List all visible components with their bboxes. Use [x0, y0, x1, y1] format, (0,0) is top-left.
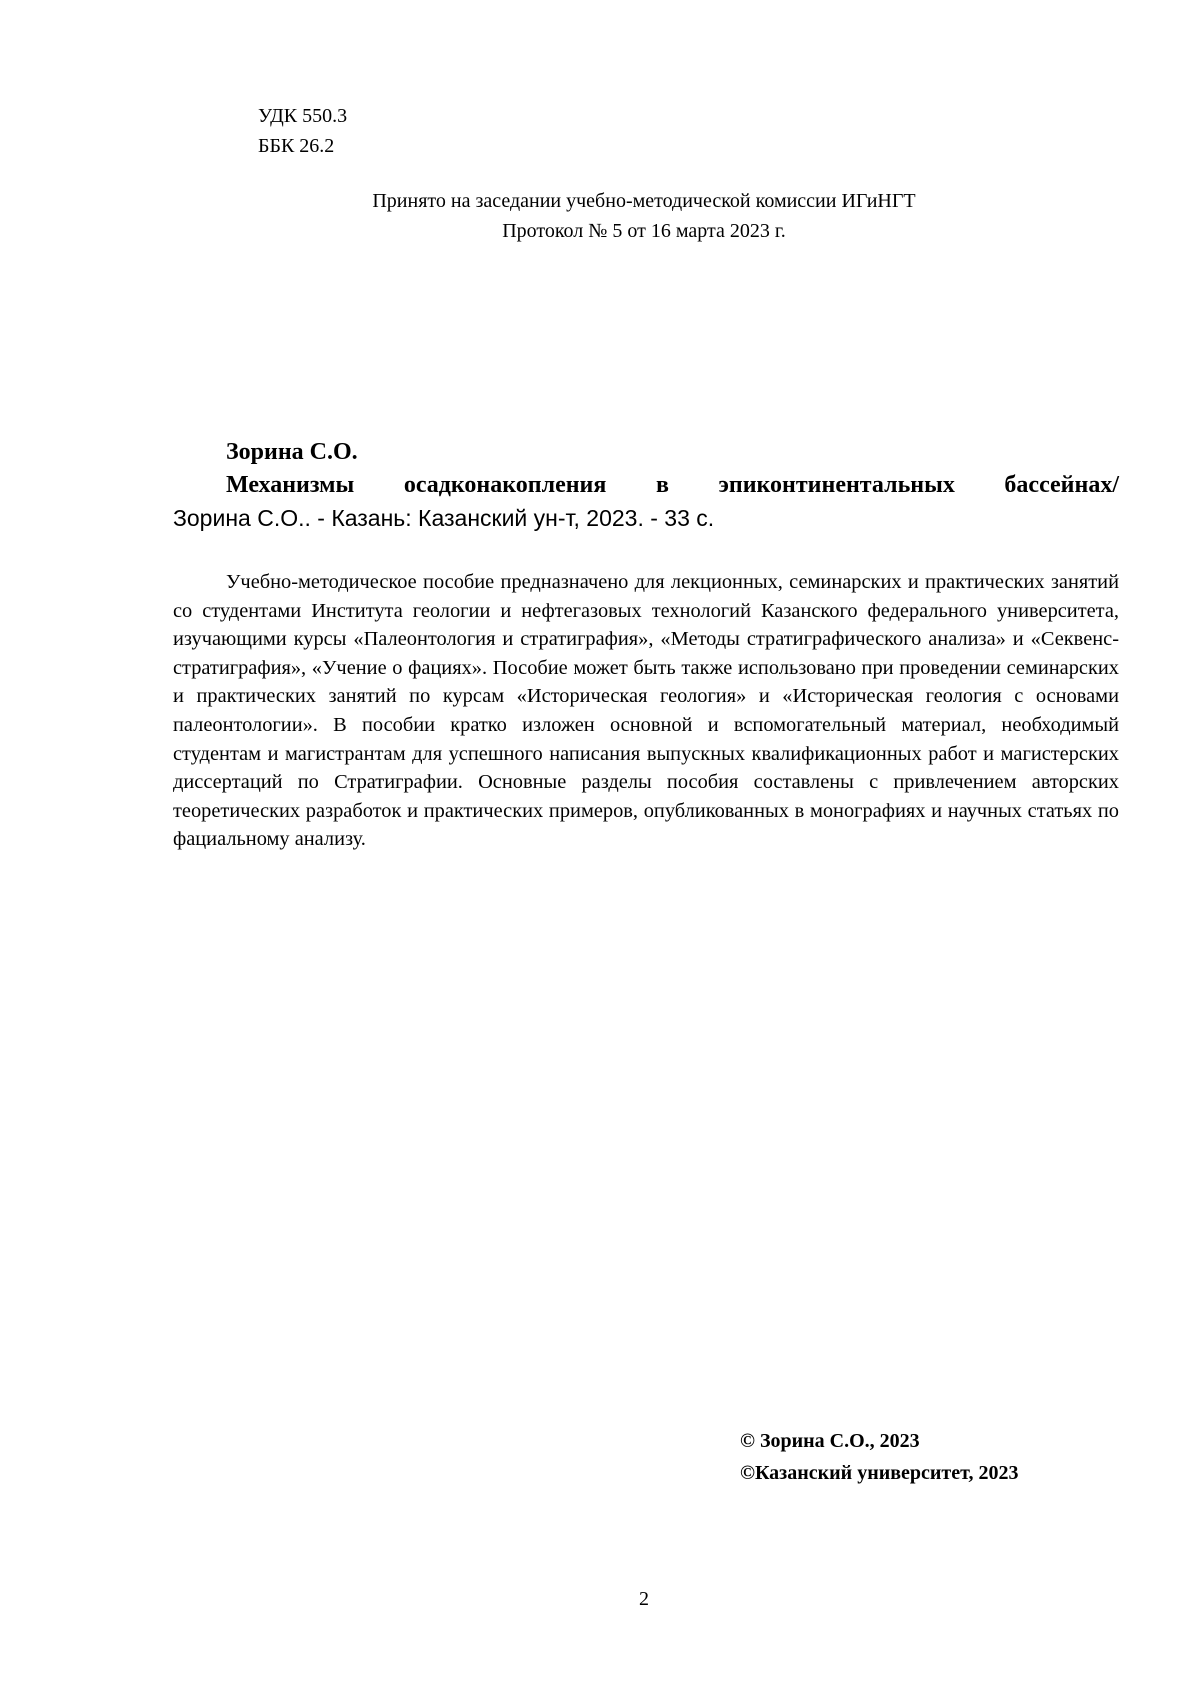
udk-code: УДК 550.3: [258, 105, 348, 127]
bbk-code: ББК 26.2: [258, 135, 335, 157]
approval-note: [0, 186, 1200, 246]
bib-title: Механизмы осадконакопления в эпиконтинентальных бассейнах/: [226, 472, 1119, 498]
copyright-publisher: ©Казанский университет, 2023: [740, 1462, 1019, 1484]
copyright-notice: [740, 1425, 1018, 1489]
bib-publication-details: Зорина С.О.. - Казань: Казанский ун-т, 2023. - 33 с.: [173, 505, 715, 531]
approval-line-commission: Принято на заседании учебно-методической комиссии ИГиНГТ: [372, 190, 916, 212]
bib-author: Зорина С.О.: [226, 439, 358, 465]
copyright-author: © Зорина С.О., 2023: [740, 1430, 920, 1452]
abstract-paragraph: Учебно-методическое пособие предназначено для лекционных, семинарских и практических занятий со студентами Института геологии и нефтегазовых технологий Казанского федерального университета, изучающими курсы «Палеонтология и стратиграфия», «Методы стратиграфического анализа» и «Секвенс-стратиграфия», «Учение о фациях». Пособие может быть также использовано при проведении семинарских и практических занятий по курсам «Историческая геология» и «Историческая геология с основами палеонтологии». В пособии кратко изложен основной и вспомогательный материал, необходимый студентам и магистрантам для успешного написания выпускных квалификационных работ и магистерских диссертаций по Стратиграфии. Основные разделы пособия составлены с привлечением авторских теоретических разработок и практических примеров, опубликованных в монографиях и научных статьях по фациальному анализу.: [173, 571, 1119, 851]
page-number: 2: [639, 1588, 649, 1610]
approval-line-protocol: Протокол № 5 от 16 марта 2023 г.: [502, 220, 786, 242]
bibliographic-record: [173, 436, 1119, 535]
classification-codes: [258, 101, 347, 161]
